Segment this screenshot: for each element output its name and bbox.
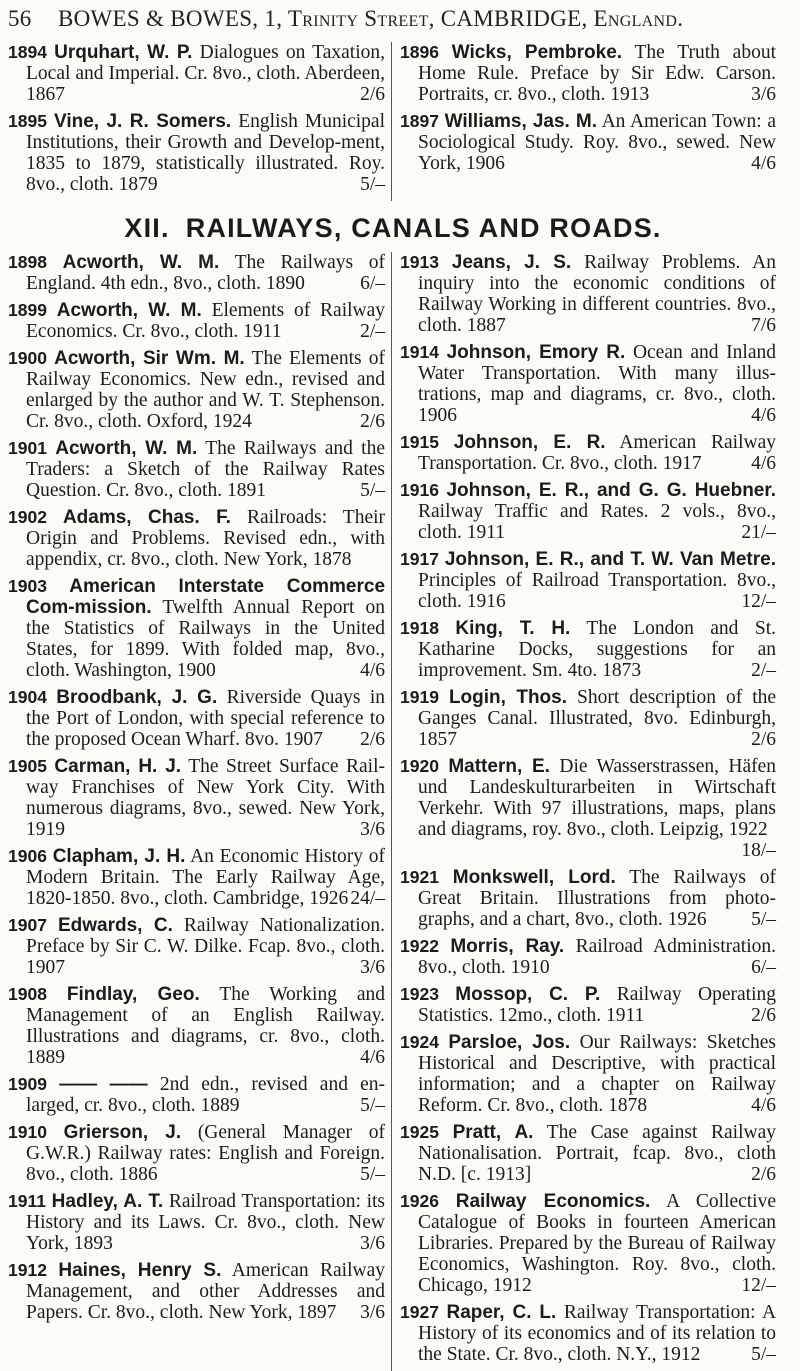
entry-author: Williams, Jas. M. — [444, 111, 597, 132]
entry-number: 1904 — [8, 687, 47, 707]
entry-author: Johnson, E. R. — [453, 432, 606, 453]
catalogue-entry — [8, 984, 385, 1068]
entry-description: The London and St. Katharine Docks, suggestions for an improvement. Sm. 4to. 1873 — [418, 618, 776, 681]
entry-description: Railroads: Their Origin and Problems. Revised edn., with appendix, cr. 8vo., cloth. New York, 1878 — [26, 507, 386, 570]
entry-number: 1925 — [400, 1122, 439, 1142]
entry-number: 1927 — [400, 1302, 439, 1322]
entry-author: Hadley, A. T. — [51, 1191, 164, 1212]
entry-description: A Collective Catalogue of Books in fourteen American Libraries. Prepared by the Bureau of Railway Economics, Washington. Roy. 8vo., cloth. Chicago, 1912 — [418, 1191, 777, 1296]
entry-price: 4/6 — [751, 453, 776, 474]
entry-price: 3/6 — [360, 819, 385, 840]
entry-description: Railroad Transportation: its History and its Laws. Cr. 8vo., cloth. New York, 1893 — [26, 1191, 385, 1254]
running-head — [8, 6, 778, 42]
entry-price: 3/6 — [751, 84, 776, 105]
entry-price: 2/– — [751, 660, 776, 681]
entry-description: An Economic History of Modern Britain. The Early Railway Age, 1820-1850. 8vo., cloth. Cambridge, 1926 — [26, 846, 386, 909]
catalogue-entry — [8, 507, 385, 570]
entry-description: Railway Problems. An inquiry into the economic conditions of Railway Working in different countries. 8vo., cloth. 1887 — [418, 252, 777, 336]
entry-author: Acworth, Sir Wm. M. — [54, 348, 245, 369]
catalogue-entry — [8, 687, 385, 750]
entry-price: 4/6 — [751, 405, 776, 426]
entry-author: Monkswell, Lord. — [452, 867, 616, 888]
catalogue-entry — [8, 252, 385, 294]
entry-description: Ocean and Inland Water Transportation. With many illus-trations, map and diagrams, cr. 8vo., cloth. 1906 — [418, 342, 777, 426]
entry-price: 2/6 — [751, 729, 776, 750]
entry-price: 4/6 — [751, 1095, 776, 1116]
entry-number: 1895 — [8, 111, 47, 131]
entry-number: 1913 — [400, 252, 439, 272]
entry-author: Adams, Chas. F. — [62, 507, 231, 528]
entry-price: 3/6 — [360, 1233, 385, 1254]
entry-author: Wicks, Pembroke. — [451, 42, 623, 63]
entry-description: Short description of the Ganges Canal. Illustrated, 8vo. Edinburgh, 1857 — [418, 687, 777, 750]
entry-price: 4/6 — [360, 660, 385, 681]
entry-description: Riverside Quays in the Port of London, with special reference to the proposed Ocean Wharf. 8vo. 1907 — [26, 687, 385, 750]
catalogue-entry — [400, 549, 776, 612]
entry-price: 5/– — [360, 1164, 385, 1185]
entry-price: 6/– — [360, 273, 385, 294]
entry-price: 2/6 — [751, 1005, 776, 1026]
entry-number: 1906 — [8, 846, 47, 866]
section-heading — [8, 213, 778, 244]
entry-number: 1916 — [400, 480, 439, 500]
entry-author: Haines, Henry S. — [58, 1260, 222, 1281]
main-columns — [8, 252, 778, 1371]
page-number: 56 — [8, 6, 32, 31]
section-number: XII. — [124, 213, 170, 243]
entry-price: 2/6 — [360, 411, 385, 432]
catalogue-entry — [400, 480, 776, 543]
catalogue-entry — [400, 42, 776, 105]
entry-price: 5/– — [751, 909, 776, 930]
entry-number: 1920 — [400, 756, 439, 776]
catalogue-entry — [8, 42, 385, 105]
catalogue-entry — [400, 111, 776, 174]
entry-description: The Working and Management of an English Railway. Illustrations and diagrams, cr. 8vo., cloth. 1889 — [26, 984, 386, 1068]
entry-number: 1897 — [400, 111, 439, 131]
right-column — [391, 252, 776, 1371]
entry-author: Mossop, C. P. — [455, 984, 601, 1005]
entry-price: 5/– — [360, 1095, 385, 1116]
entry-author: Vine, J. R. Somers. — [53, 111, 232, 132]
entry-price: 4/6 — [751, 153, 776, 174]
left-column — [8, 252, 391, 1371]
entry-price: 21/– — [741, 522, 776, 543]
entry-description: American Railway Management, and other Addresses and Papers. Cr. 8vo., cloth. New York, 1897 — [26, 1260, 386, 1323]
entry-description: The Street Surface Rail-way Franchises of New York City. With numerous diagrams, 8vo., sewed. New York, 1919 — [26, 756, 386, 840]
entry-number: 1908 — [8, 984, 47, 1004]
entry-number: 1902 — [8, 507, 47, 527]
catalogue-entry — [8, 576, 385, 681]
catalogue-entry — [8, 438, 385, 501]
entry-author: Parsloe, Jos. — [448, 1032, 571, 1053]
entry-description: Railway Traffic and Rates. 2 vols., 8vo., cloth. 1911 — [418, 501, 776, 543]
entry-price: 5/– — [360, 174, 385, 195]
entry-author: Edwards, C. — [57, 915, 173, 936]
entry-number: 1901 — [8, 438, 47, 458]
entry-price: 2/6 — [751, 1164, 776, 1185]
entry-description: The Railways and the Traders: a Sketch of the Railway Rates Question. Cr. 8vo., cloth. 1891 — [26, 438, 386, 501]
entry-author: Mattern, E. — [448, 756, 550, 777]
entry-price: 3/6 — [360, 1302, 385, 1323]
entry-number: 1905 — [8, 756, 47, 776]
catalogue-entry — [8, 756, 385, 840]
catalogue-entry — [8, 1122, 385, 1185]
entry-author: Pratt, A. — [452, 1122, 534, 1143]
entry-author: Carman, H. J. — [54, 756, 182, 777]
entry-description: Die Wasserstrassen, Häfen und Landeskulturarbeiten in Wirtschaft Verkehr. With 97 illustrations, maps, plans and diagrams, roy. 8vo., cloth. Leipzig, 1922 — [418, 756, 777, 840]
entry-author: Clapham, J. H. — [52, 846, 186, 867]
catalogue-entry — [400, 1122, 776, 1185]
entry-number: 1924 — [400, 1032, 439, 1052]
entry-description: Railroad Administration. 8vo., cloth. 1910 — [418, 936, 777, 978]
catalogue-entry — [400, 1032, 776, 1116]
entry-number: 1911 — [8, 1191, 46, 1211]
catalogue-entry — [400, 867, 776, 930]
entry-description: American Railway Transportation. Cr. 8vo., cloth. 1917 — [418, 432, 776, 474]
entry-author: Grierson, J. — [63, 1122, 182, 1143]
catalogue-entry — [8, 1260, 385, 1323]
entry-number: 1912 — [8, 1260, 47, 1280]
entry-number: 1909 — [8, 1074, 47, 1094]
entry-author: Broodbank, J. G. — [56, 687, 218, 708]
entry-description: Dialogues on Taxation, Local and Imperial. Cr. 8vo., cloth. Aberdeen, 1867 — [26, 42, 385, 105]
entry-number: 1900 — [8, 348, 47, 368]
catalogue-entry — [8, 300, 385, 342]
entry-description: Railway Nationalization. Preface by Sir C. W. Dilke. Fcap. 8vo., cloth. 1907 — [26, 915, 386, 978]
entry-price: 12/– — [741, 1275, 776, 1296]
entry-author: Login, Thos. — [448, 687, 568, 708]
catalogue-entry — [8, 348, 385, 432]
entry-author: Johnson, E. R., and G. G. Huebner. — [446, 480, 776, 501]
running-title: BOWES & BOWES, 1, Trinity Street, CAMBRIDGE, England. — [58, 6, 684, 31]
catalogue-entry — [400, 1302, 776, 1365]
entry-number: 1898 — [8, 252, 47, 272]
entry-description: Elements of Railway Economics. Cr. 8vo., cloth. 1911 — [26, 300, 386, 342]
entry-price: 2/6 — [360, 729, 385, 750]
entry-price: 5/– — [751, 1344, 776, 1365]
entry-number: 1923 — [400, 984, 439, 1004]
entry-description: (General Manager of G.W.R.) Railway rates: English and Foreign. 8vo., cloth. 1886 — [26, 1122, 385, 1185]
entry-number: 1914 — [400, 342, 439, 362]
entry-author: Acworth, W. M. — [62, 252, 220, 273]
entry-author: Jeans, J. S. — [451, 252, 572, 273]
entry-number: 1894 — [8, 42, 47, 62]
entry-number: 1899 — [8, 300, 47, 320]
entry-description: 2nd edn., revised and en-larged, cr. 8vo., cloth. 1889 — [26, 1074, 386, 1116]
entry-price: 3/6 — [360, 957, 385, 978]
entry-description: The Truth about Home Rule. Preface by Sir Edw. Carson. Portraits, cr. 8vo., cloth. 1913 — [418, 42, 776, 105]
entry-number: 1903 — [8, 576, 47, 596]
entry-description: English Municipal Institutions, their Growth and Develop-ment, 1835 to 1879, statistically illustrated. Roy. 8vo., cloth. 1879 — [26, 111, 386, 195]
entry-number: 1919 — [400, 687, 439, 707]
entry-number: 1922 — [400, 936, 439, 956]
catalogue-entry — [400, 687, 776, 750]
entry-price: 24/– — [350, 888, 385, 909]
entry-description: Twelfth Annual Report on the Statistics of Railways in the United States, for 1899. With folded map, 8vo., cloth. Washington, 1900 — [26, 597, 385, 681]
entry-description: The Elements of Railway Economics. New edn., revised and enlarged by the author and W. T. Stephenson. Cr. 8vo., cloth. Oxford, 1924 — [26, 348, 386, 432]
entry-description: Railway Transportation: A History of its economics and of its relation to the State. Cr. 8vo., cloth. N.Y., 1912 — [418, 1302, 777, 1365]
entry-author: Acworth, W. M. — [56, 300, 202, 321]
catalogue-entry — [400, 936, 776, 978]
entry-price: 18/– — [741, 840, 776, 861]
entry-description: Our Railways: Sketches Historical and Descriptive, with practical information; and a chapter on Railway Reform. Cr. 8vo., cloth. 1878 — [418, 1032, 777, 1116]
entry-author: King, T. H. — [455, 618, 571, 639]
entry-price: 7/6 — [751, 315, 776, 336]
entry-number: 1926 — [400, 1191, 439, 1211]
entry-price: 6/– — [751, 957, 776, 978]
entry-author: Urquhart, W. P. — [54, 42, 193, 63]
catalogue-entry — [400, 756, 776, 861]
catalogue-entry — [400, 342, 776, 426]
catalogue-entry — [8, 846, 385, 909]
catalogue-entry — [400, 1191, 776, 1296]
catalogue-entry — [8, 1074, 385, 1116]
section-title: RAILWAYS, CANALS AND ROADS. — [185, 213, 662, 243]
entry-description: Railway Operating Statistics. 12mo., cloth. 1911 — [418, 984, 776, 1026]
entry-description: The Railways of Great Britain. Illustrations from photo-graphs, and a chart, 8vo., cloth. 1926 — [418, 867, 777, 930]
entry-number: 1915 — [400, 432, 439, 452]
entry-description: Principles of Railroad Transportation. 8vo., cloth. 1916 — [418, 570, 776, 612]
catalogue-entry — [8, 915, 385, 978]
entry-price: 5/– — [360, 480, 385, 501]
entry-author: Raper, C. L. — [446, 1302, 557, 1323]
entry-number: 1917 — [400, 549, 439, 569]
entry-number: 1921 — [400, 867, 439, 887]
entry-description: The Railways of England. 4th edn., 8vo., cloth. 1890 — [26, 252, 386, 294]
catalogue-entry — [8, 111, 385, 195]
entry-author: American Interstate Commerce Com-mission. — [26, 576, 386, 618]
entry-number: 1896 — [400, 42, 439, 62]
entry-price: 4/6 — [360, 1047, 385, 1068]
entry-author: Johnson, E. R., and T. W. Van Metre. — [444, 549, 777, 570]
entry-price: 2/– — [360, 321, 385, 342]
catalogue-entry — [400, 252, 776, 336]
entry-author: Johnson, Emory R. — [446, 342, 626, 363]
catalogue-entry — [400, 618, 776, 681]
entry-author: Acworth, W. M. — [55, 438, 198, 459]
catalogue-entry — [400, 984, 776, 1026]
top-right-column — [391, 42, 776, 201]
entry-number: 1907 — [8, 915, 47, 935]
catalogue-entry — [400, 432, 776, 474]
entry-number: 1910 — [8, 1122, 47, 1142]
top-left-column — [8, 42, 391, 201]
entry-number: 1918 — [400, 618, 439, 638]
entry-author: Findlay, Geo. — [66, 984, 200, 1005]
entry-description: The Case against Railway Nationalisation. Portrait, fcap. 8vo., cloth N.D. [c. 1913] — [418, 1122, 777, 1185]
top-columns — [8, 42, 778, 201]
entry-price: 12/– — [741, 591, 776, 612]
entry-author: —— —— — [59, 1074, 148, 1095]
entry-price: 2/6 — [360, 84, 385, 105]
catalogue-entry — [8, 1191, 385, 1254]
entry-author: Railway Economics. — [455, 1191, 651, 1212]
entry-description: An American Town: a Sociological Study. Roy. 8vo., sewed. New York, 1906 — [418, 111, 776, 174]
entry-author: Morris, Ray. — [450, 936, 565, 957]
